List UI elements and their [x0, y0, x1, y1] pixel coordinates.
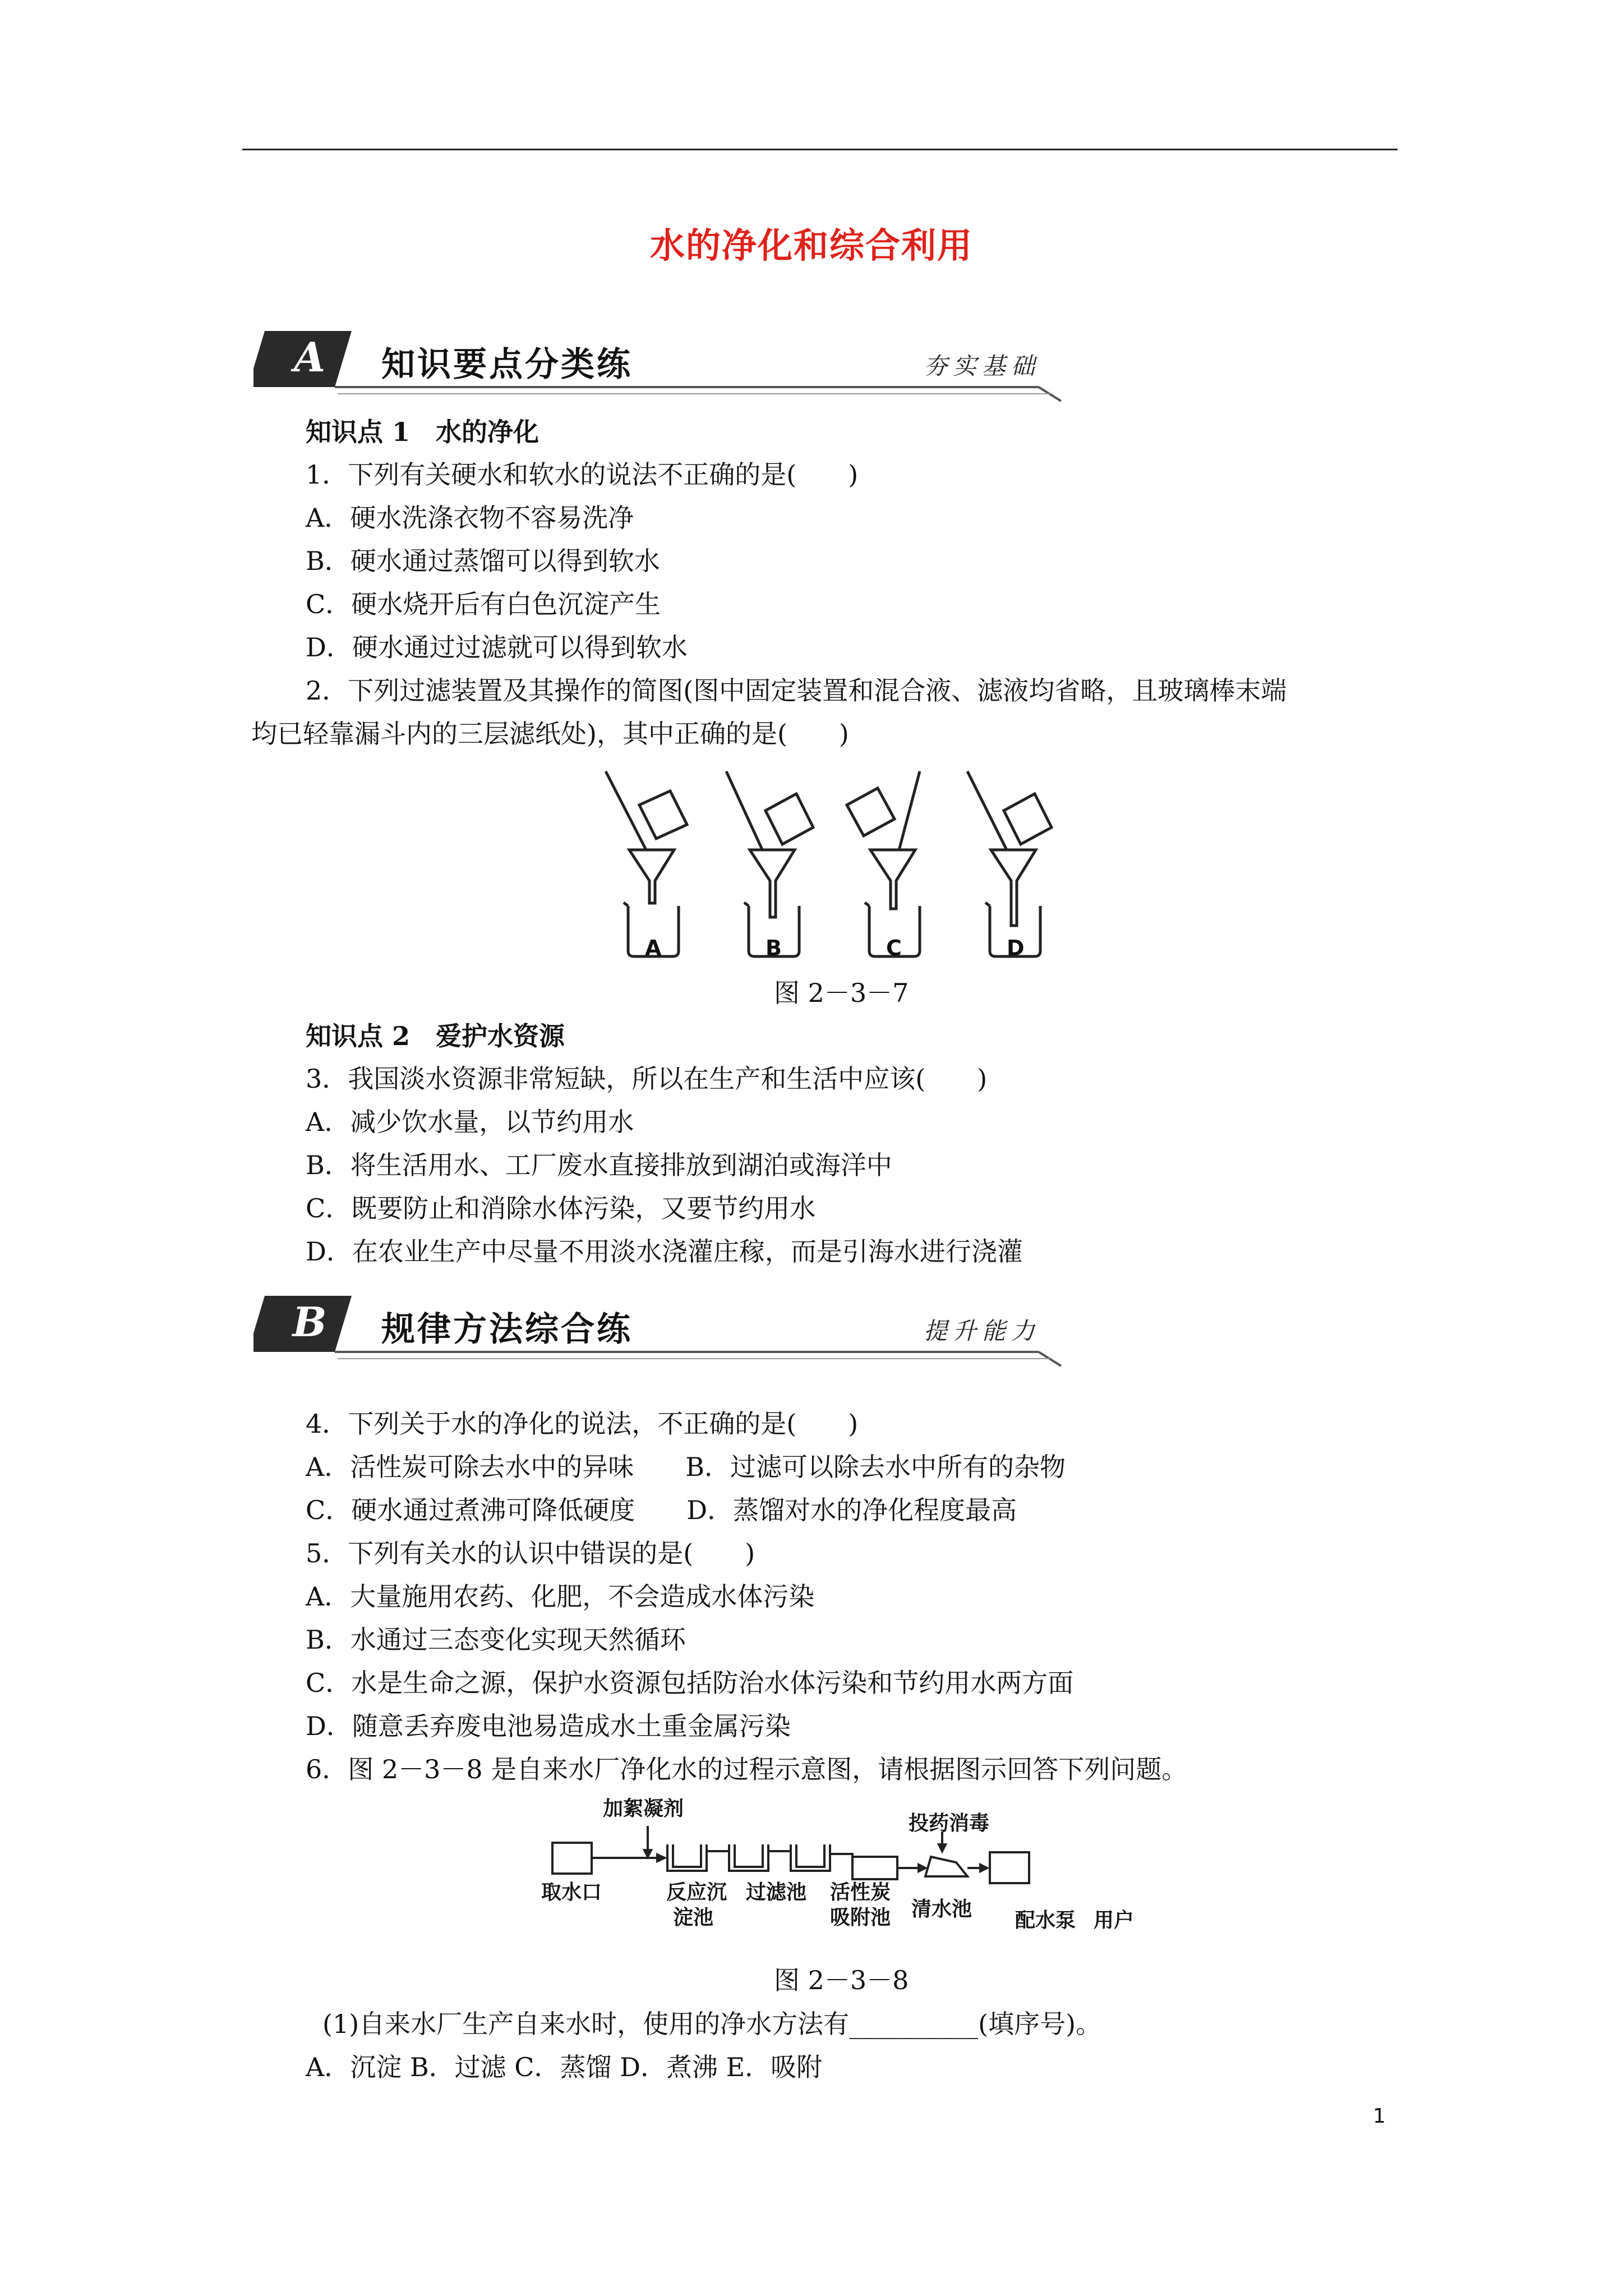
q4-options-cd: C．硬水通过煮沸可降低硬度 D．蒸馏对水的净化程度最高 [306, 1495, 1017, 1525]
q3-option-c: C．既要防止和消除水体污染，又要节约用水 [306, 1193, 816, 1223]
q1-option-d: D．硬水通过过滤就可以得到软水 [306, 632, 688, 662]
q3-option-b: B．将生活用水、工厂废水直接排放到湖泊或海洋中 [306, 1150, 892, 1180]
knowledge-point-1: 知识点 1 水的净化 [306, 417, 540, 447]
q1-option-a: A．硬水洗涤衣物不容易洗净 [306, 503, 634, 533]
intake-box [552, 1843, 592, 1874]
fig8-settle-line2: 淀池 [673, 1906, 714, 1929]
q6-options: A．沉淀 B．过滤 C．蒸馏 D．煮沸 E．吸附 [306, 2052, 823, 2082]
q4-stem: 4．下列关于水的净化的说法，不正确的是( ) [306, 1409, 859, 1439]
q3-option-a: A．减少饮水量，以节约用水 [306, 1107, 634, 1137]
page-number: 1 [1373, 2105, 1386, 2128]
q5-option-a: A．大量施用农药、化肥，不会造成水体污染 [306, 1581, 815, 1612]
header-rule [242, 149, 1398, 150]
q2-stem-line2: 均已轻靠漏斗内的三层滤纸处)，其中正确的是( ) [251, 719, 849, 749]
q1-option-b: B．硬水通过蒸馏可以得到软水 [306, 546, 660, 576]
fig8-carbon-line1: 活性炭 [830, 1881, 891, 1904]
q6-stem: 6．图 2－3－8 是自来水厂净化水的过程示意图，请根据图示回答下列问题。 [306, 1754, 1188, 1784]
apparatus-c [847, 771, 920, 956]
q3-option-d: D．在农业生产中尽量不用淡水浇灌庄稼，而是引海水进行浇灌 [306, 1236, 1023, 1267]
apparatus-b [726, 771, 813, 956]
apparatus-d [967, 771, 1052, 956]
filter-tank [729, 1844, 768, 1871]
q5-option-d: D．随意丢弃废电池易造成水土重金属污染 [306, 1711, 791, 1741]
section-label-a: 知识要点分类练 [381, 345, 633, 384]
section-banner-a [253, 325, 1067, 404]
fig8-user: 用户 [1094, 1909, 1135, 1932]
fig8-intake: 取水口 [541, 1881, 602, 1904]
q6-sub1: (1)自来水厂生产自来水时，使用的净水方法有__________(填序号)。 [322, 2009, 1102, 2039]
fig8-clear: 清水池 [911, 1898, 972, 1921]
fig7-label-d: D [1007, 936, 1025, 960]
fig7-label-c: C [886, 936, 902, 960]
q3-stem: 3．我国淡水资源非常短缺，所以在生产和生活中应该( ) [306, 1064, 988, 1094]
q4-options-ab: A．活性炭可除去水中的异味 B．过滤可以除去水中所有的杂物 [306, 1452, 1066, 1482]
fig8-settle-line1: 反应沉 [666, 1881, 727, 1904]
section-sub-b: 提升能力 [924, 1317, 1041, 1345]
fig8-pump: 配水泵 [1015, 1909, 1076, 1932]
section-label-b: 规律方法综合练 [381, 1310, 633, 1349]
fig7-caption: 图 2－3－7 [774, 978, 909, 1008]
filtration-figure [594, 766, 1110, 962]
section-letter-b: B [292, 1298, 327, 1346]
section-letter-a: A [294, 333, 325, 381]
section-sub-a: 夯实基础 [924, 352, 1041, 380]
clear-tank [852, 1857, 897, 1879]
fig8-caption: 图 2－3－8 [774, 1965, 909, 1995]
q1-option-c: C．硬水烧开后有白色沉淀产生 [306, 589, 661, 619]
fig8-filter: 过滤池 [746, 1881, 807, 1904]
knowledge-point-2: 知识点 2 爱护水资源 [306, 1021, 565, 1051]
q5-option-b: B．水通过三态变化实现天然循环 [306, 1625, 686, 1655]
fig8-disinfect: 投药消毒 [909, 1812, 990, 1835]
fig7-label-b: B [766, 936, 782, 960]
section-banner-b [253, 1290, 1067, 1369]
apparatus-a [606, 771, 687, 956]
q5-stem: 5．下列有关水的认识中错误的是( ) [306, 1538, 755, 1568]
q5-option-c: C．水是生命之源，保护水资源包括防治水体污染和节约用水两方面 [306, 1668, 1074, 1698]
fig7-label-a: A [645, 936, 662, 960]
fig8-coagulant: 加絮凝剂 [603, 1797, 684, 1820]
user-box [990, 1852, 1029, 1883]
q2-stem-line1: 2．下列过滤装置及其操作的简图(图中固定装置和混合液、滤液均省略，且玻璃棒末端 [306, 675, 1287, 706]
settling-tank [667, 1844, 707, 1871]
pump [925, 1857, 967, 1876]
q1-stem: 1．下列有关硬水和软水的说法不正确的是( ) [306, 459, 859, 490]
page-title: 水的净化和综合利用 [649, 225, 973, 266]
carbon-tank [791, 1844, 830, 1871]
fig8-carbon-line2: 吸附池 [830, 1906, 891, 1929]
